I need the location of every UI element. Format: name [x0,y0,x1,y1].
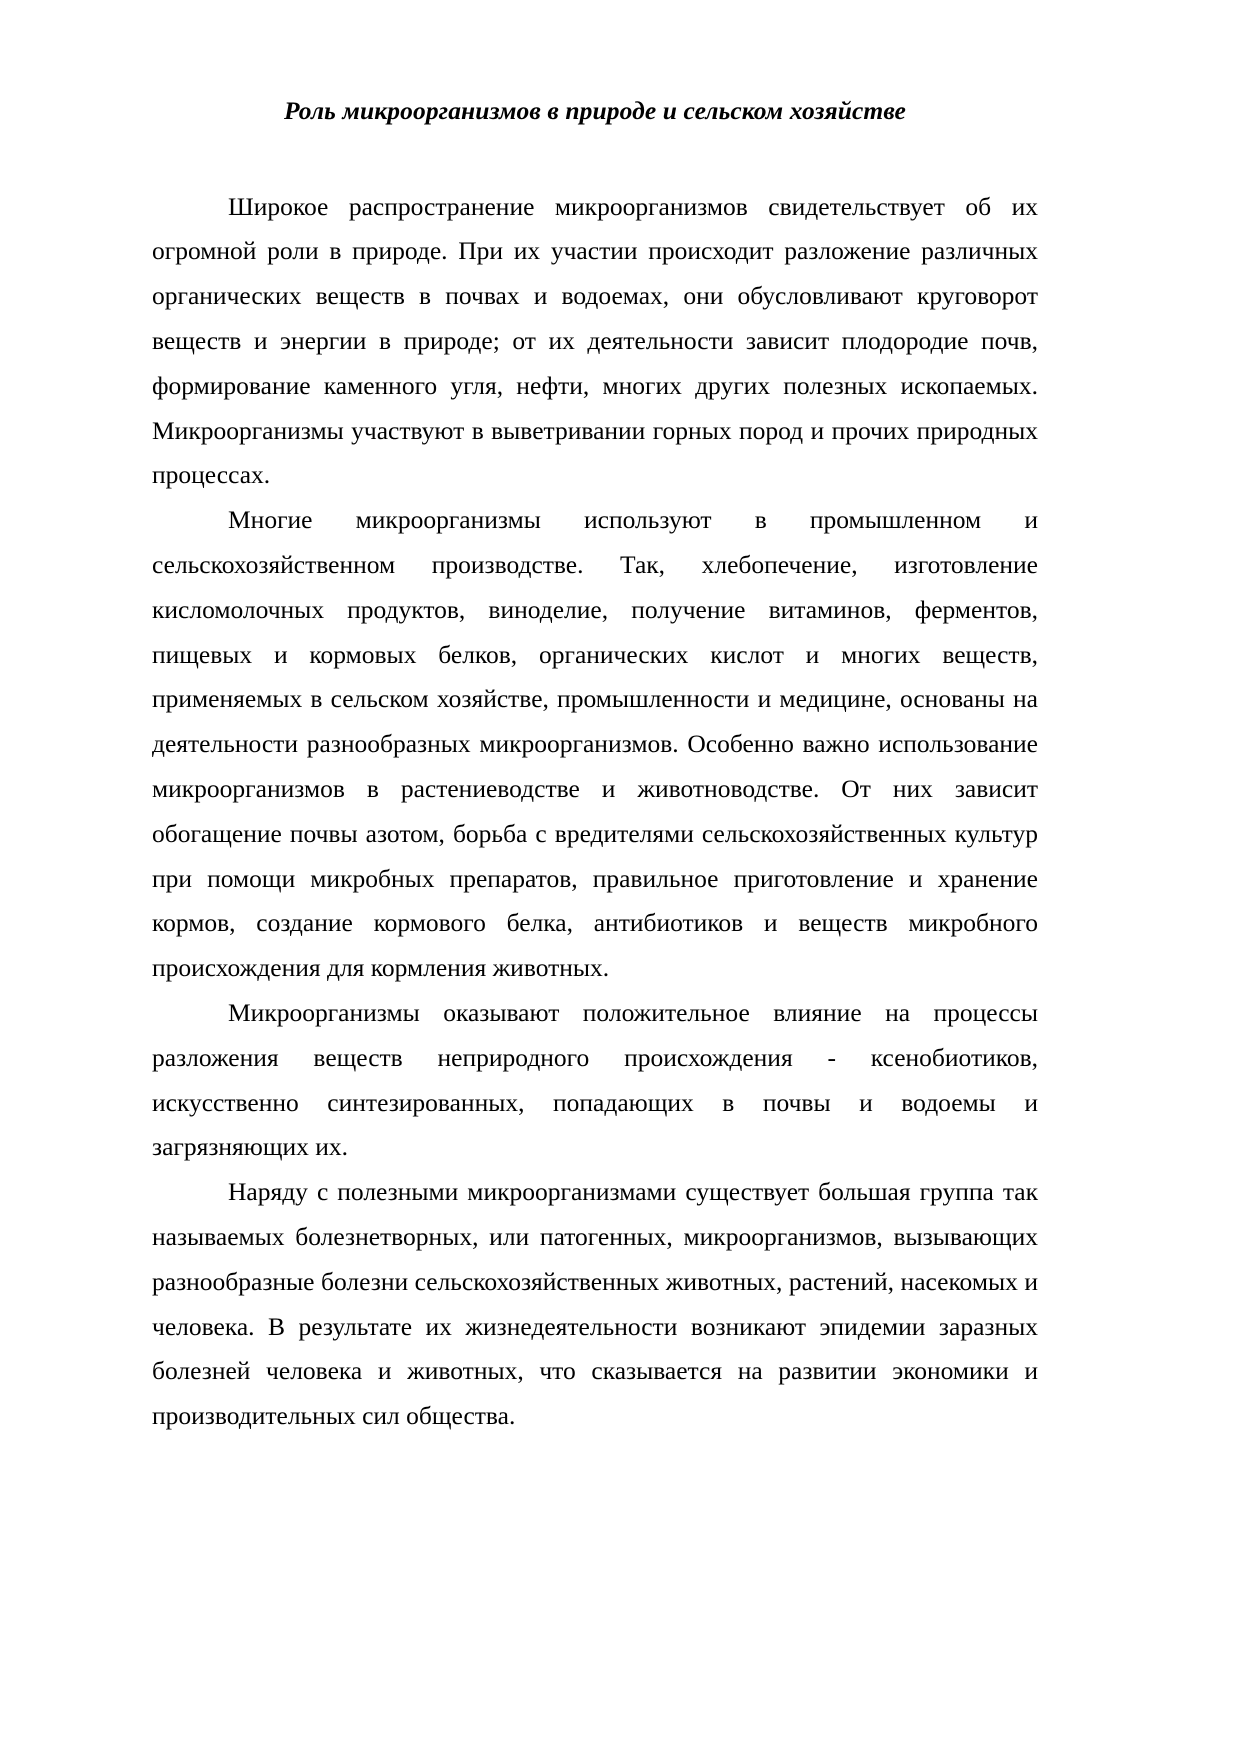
paragraph-3: Микроорганизмы оказывают положительное влияние на процессы разложения веществ неприродного происхождения - ксенобиотиков, искусственно синтезированных, попадающих в почвы и водоемы и загрязняющих их. [152,997,1038,1162]
paragraph-2: Многие микроорганизмы используют в промышленном и сельскохозяйственном производстве. Так, хлебопечение, изготовление кисломолочных продуктов, виноделие, получение витаминов, ферментов, пищевых и кормовых белков, органических кислот и многих веществ, применяемых в сельском хозяйстве, промышленности и медицине, основаны на деятельности разнообразных микроорганизмов. Особенно важно использование микроорганизмов в растениеводстве и животноводстве. От них зависит обогащение почвы азотом, борьба с вредителями сельскохозяйственных культур при помощи микробных препаратов, правильное приготовление и хранение кормов, создание кормового белка, антибиотиков и веществ микробного происхождения для кормления животных. [152,505,1038,983]
paragraph-4: Наряду с полезными микроорганизмами существует большая группа так называемых болезнетворных, или патогенных, микроорганизмов, вызывающих разнообразные болезни сельскохозяйственных животных, растений, насекомых и человека. В результате их жизнедеятельности возникают эпидемии заразных болезней человека и животных, что сказывается на развитии экономики и производительных сил общества. [152,1177,1038,1431]
page-content [152,96,1038,1439]
paragraph-1: Широкое распространение микроорганизмов свидетельствует об их огромной роли в природе. При их участии происходит разложение различных органических веществ в почвах и водоемах, они обусловливают круговорот веществ и энергии в природе; от их деятельности зависит плодородие почв, формирование каменного угля, нефти, многих других полезных ископаемых. Микроорганизмы участвуют в выветривании горных пород и прочих природных процессах. [152,191,1038,490]
page-title: Роль микроорганизмов в природе и сельском хозяйстве [284,96,906,125]
